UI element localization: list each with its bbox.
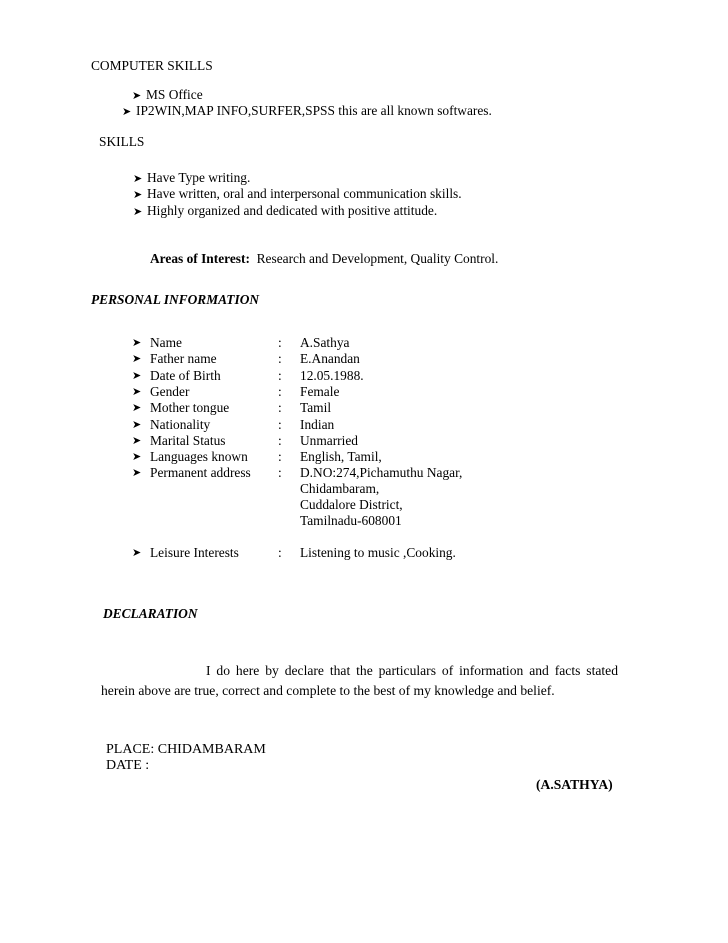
arrow-bullet-icon: ➤ bbox=[132, 467, 142, 479]
address-line: Cuddalore District, bbox=[300, 497, 403, 512]
arrow-bullet-icon: ➤ bbox=[132, 451, 142, 463]
colon: : bbox=[278, 400, 282, 415]
arrow-bullet-icon: ➤ bbox=[132, 435, 142, 447]
date-line: DATE : bbox=[106, 758, 150, 773]
personal-info-value: English, Tamil, bbox=[300, 449, 382, 464]
personal-info-value: A.Sathya bbox=[300, 335, 350, 350]
areas-of-interest bbox=[150, 251, 498, 267]
skill-item bbox=[133, 170, 250, 187]
leisure-interests-value: Listening to music ,Cooking. bbox=[300, 545, 456, 560]
personal-information-heading: PERSONAL INFORMATION bbox=[91, 292, 260, 307]
personal-info-label: Mother tongue bbox=[150, 400, 230, 415]
address-line: Chidambaram, bbox=[300, 481, 380, 496]
arrow-bullet-icon: ➤ bbox=[132, 337, 142, 349]
colon: : bbox=[278, 384, 282, 399]
arrow-bullet-icon: ➤ bbox=[132, 386, 142, 398]
arrow-bullet-icon: ➤ bbox=[133, 206, 143, 218]
declaration-text: I do here by declare that the particulars of information and facts stated bbox=[206, 663, 618, 678]
colon: : bbox=[278, 368, 282, 383]
arrow-bullet-icon: ➤ bbox=[132, 419, 142, 431]
personal-info-label: Languages known bbox=[150, 449, 248, 464]
areas-of-interest-label: Areas of Interest: bbox=[150, 251, 250, 266]
colon: : bbox=[278, 465, 282, 480]
signature-name: (A.SATHYA) bbox=[536, 777, 613, 792]
computer-skill-item bbox=[122, 103, 492, 120]
personal-info-label: Gender bbox=[150, 384, 190, 399]
skill-text: Have written, oral and interpersonal communication skills. bbox=[147, 186, 462, 201]
arrow-bullet-icon: ➤ bbox=[132, 547, 142, 559]
personal-info-value: Unmarried bbox=[300, 433, 359, 448]
declaration-line-1 bbox=[106, 661, 618, 681]
place-line: PLACE: CHIDAMBARAM bbox=[106, 742, 266, 757]
personal-info-value: E.Anandan bbox=[300, 351, 360, 366]
skill-text: Have Type writing. bbox=[147, 170, 251, 185]
colon: : bbox=[278, 433, 282, 448]
personal-info-label: Marital Status bbox=[150, 433, 226, 448]
arrow-bullet-icon: ➤ bbox=[132, 90, 142, 102]
arrow-bullet-icon: ➤ bbox=[122, 106, 132, 118]
computer-skill-text: MS Office bbox=[146, 87, 203, 102]
skill-item bbox=[133, 203, 437, 220]
skill-text: Highly organized and dedicated with positive attitude. bbox=[147, 203, 438, 218]
areas-of-interest-value: Research and Development, Quality Control. bbox=[256, 251, 499, 266]
colon: : bbox=[278, 335, 282, 350]
arrow-bullet-icon: ➤ bbox=[132, 402, 142, 414]
personal-info-value: 12.05.1988. bbox=[300, 368, 364, 383]
personal-info-value: Female bbox=[300, 384, 340, 399]
declaration-line-2: herein above are true, correct and complete to the best of my knowledge and belief. bbox=[101, 683, 555, 698]
colon: : bbox=[278, 449, 282, 464]
skill-item bbox=[133, 186, 462, 203]
personal-info-value: D.NO:274,Pichamuthu Nagar, bbox=[300, 465, 463, 480]
leisure-interests-label: Leisure Interests bbox=[150, 545, 239, 560]
personal-info-label: Father name bbox=[150, 351, 217, 366]
declaration-heading: DECLARATION bbox=[103, 606, 198, 621]
colon: : bbox=[278, 417, 282, 432]
colon: : bbox=[278, 545, 282, 560]
computer-skills-heading: COMPUTER SKILLS bbox=[91, 58, 213, 73]
colon: : bbox=[278, 351, 282, 366]
skills-heading: SKILLS bbox=[99, 134, 145, 149]
address-line: Tamilnadu-608001 bbox=[300, 513, 402, 528]
computer-skill-item bbox=[132, 87, 203, 104]
arrow-bullet-icon: ➤ bbox=[132, 353, 142, 365]
computer-skill-text: IP2WIN,MAP INFO,SURFER,SPSS this are all known softwares. bbox=[136, 103, 492, 118]
arrow-bullet-icon: ➤ bbox=[132, 370, 142, 382]
personal-info-label: Permanent address bbox=[150, 465, 251, 480]
personal-info-value: Indian bbox=[300, 417, 335, 432]
arrow-bullet-icon: ➤ bbox=[133, 173, 143, 185]
arrow-bullet-icon: ➤ bbox=[133, 189, 143, 201]
personal-info-label: Date of Birth bbox=[150, 368, 221, 383]
personal-info-label: Nationality bbox=[150, 417, 211, 432]
personal-info-value: Tamil bbox=[300, 400, 332, 415]
personal-info-label: Name bbox=[150, 335, 182, 350]
